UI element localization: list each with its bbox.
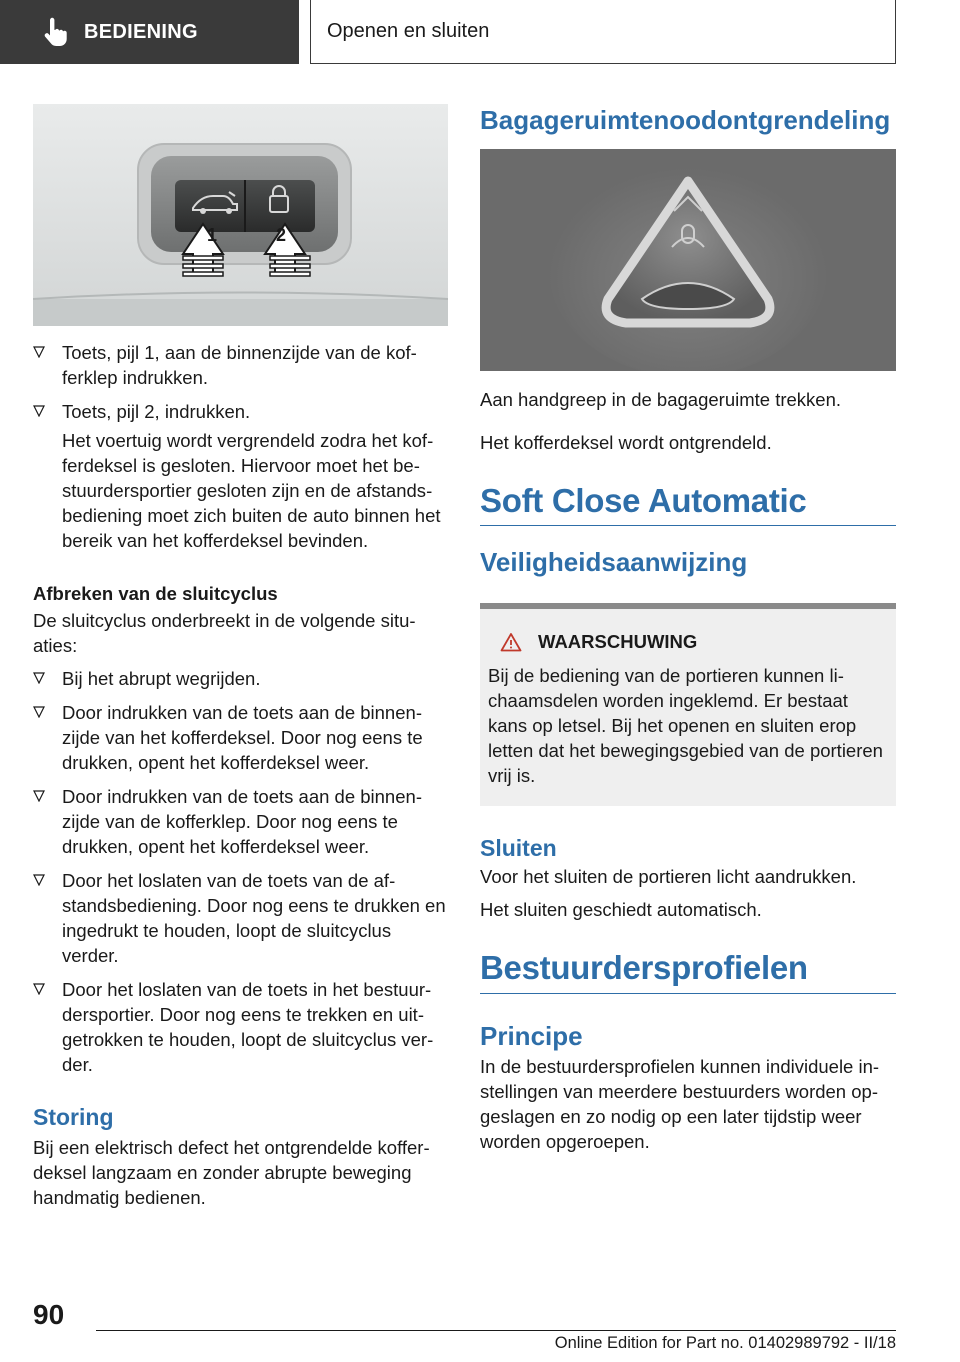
warning-triangle-icon — [500, 632, 522, 652]
list-item-text: Toets, pijl 2, indrukken. — [62, 401, 251, 422]
heading-rule — [480, 525, 896, 526]
right-column — [480, 104, 896, 1154]
emergency-text-1: Aan handgreep in de bagageruimte trekken. — [480, 389, 842, 410]
warning-box — [480, 603, 896, 806]
list-item-text: Door het loslaten van de toets van de afstandsbediening. Door nog eens te drukken en ingedrukt te houden, loopt de sluitcyclus verder. — [62, 870, 446, 966]
storing-text: Bij een elektrisch defect het ontgrendelde kofferdeksel langzaam en zonder abrupte beweging handmatig bedienen. — [33, 1137, 430, 1208]
triangle-bullet-icon — [33, 405, 45, 417]
abort-heading: Afbreken van de sluitcyclus — [33, 583, 278, 604]
warning-text: Bij de bediening van de portieren kunnen lichaamsdelen worden ingeklemd. Er bestaat kans op letsel. Bij het openen en sluiten erop letten dat het bewegingsgebied van de portieren vrij is. — [488, 665, 883, 786]
list-item-text: Toets, pijl 1, aan de binnenzijde van de kofferklep indrukken. — [62, 342, 417, 388]
triangle-bullet-icon — [33, 790, 45, 802]
page-number: 90 — [33, 1299, 65, 1330]
header-chapter-box — [310, 0, 896, 64]
heading-rule — [480, 993, 896, 994]
closing-text-1: Voor het sluiten de portieren licht aandrukken. — [480, 866, 857, 887]
header-section-tab — [0, 0, 299, 64]
list-item-text: Bij het abrupt wegrijden. — [62, 668, 261, 689]
warning-title: WAARSCHUWING — [538, 631, 698, 652]
profiles-heading: Bestuurdersprofielen — [480, 949, 808, 986]
emergency-text-2: Het kofferdeksel wordt ontgrendeld. — [480, 432, 772, 453]
list-item-text: Door het loslaten van de toets in het bestuurdersportier. Door nog eens te trekken en uitgetrokken te houden, loopt de sluitcyclus verder. — [62, 979, 434, 1075]
list-item — [33, 399, 448, 553]
list-item — [33, 700, 448, 775]
closing-text-2: Het sluiten geschiedt automatisch. — [480, 899, 762, 920]
warning-title-row — [500, 631, 888, 653]
tailgate-steps-list — [33, 340, 448, 553]
triangle-bullet-icon — [33, 706, 45, 718]
closing-heading: Sluiten — [480, 835, 557, 861]
header-chapter-title: Openen en sluiten — [327, 20, 490, 42]
left-column — [33, 104, 448, 1210]
footer-edition: Online Edition for Part no. 01402989792 - II/18 — [554, 1334, 896, 1352]
hand-pointer-icon — [40, 17, 70, 47]
tailgate-buttons-image — [33, 104, 448, 326]
softclose-heading: Soft Close Automatic — [480, 482, 807, 519]
list-item-subtext: Het voertuig wordt vergrendeld zodra het kofferdeksel is gesloten. Hiervoor moet het bestuurdersportier gesloten zijn en de afstandsbediening moet zich buiten de auto binnen het bereik van het kofferdeksel bevinden. — [62, 430, 441, 551]
list-item — [33, 977, 448, 1077]
list-item — [33, 868, 448, 968]
triangle-bullet-icon — [33, 346, 45, 358]
header-section-title: BEDIENING — [84, 20, 198, 43]
list-item — [33, 784, 448, 859]
list-item-text: Door indrukken van de toets aan de binnenzijde van het kofferdeksel. Door nog eens te drukken, opent het kofferdeksel weer. — [62, 702, 423, 773]
arrow-label-2: 2 — [276, 225, 287, 245]
arrow-label-1: 1 — [207, 225, 218, 245]
safety-heading: Veiligheidsaanwijzing — [480, 547, 748, 577]
storing-heading: Storing — [33, 1104, 114, 1130]
triangle-bullet-icon — [33, 874, 45, 886]
triangle-bullet-icon — [33, 983, 45, 995]
list-item — [33, 340, 448, 390]
principle-text: In de bestuurdersprofielen kunnen individuele instellingen van meerdere bestuurders worden opgeslagen en zo nodig op een later tijdstip weer worden opgeroepen. — [480, 1056, 880, 1152]
list-item-text: Door indrukken van de toets aan de binnenzijde van de kofferklep. Door nog eens te drukken, opent het kofferdeksel weer. — [62, 786, 422, 857]
principle-heading: Principe — [480, 1021, 583, 1051]
abort-intro: De sluitcyclus onderbreekt in de volgende situaties: — [33, 610, 416, 656]
list-item — [33, 666, 448, 691]
abort-list — [33, 666, 448, 1077]
emergency-handle-image — [480, 149, 896, 371]
emergency-release-heading: Bagageruimtenoodontgrendeling — [480, 105, 891, 135]
triangle-bullet-icon — [33, 672, 45, 684]
